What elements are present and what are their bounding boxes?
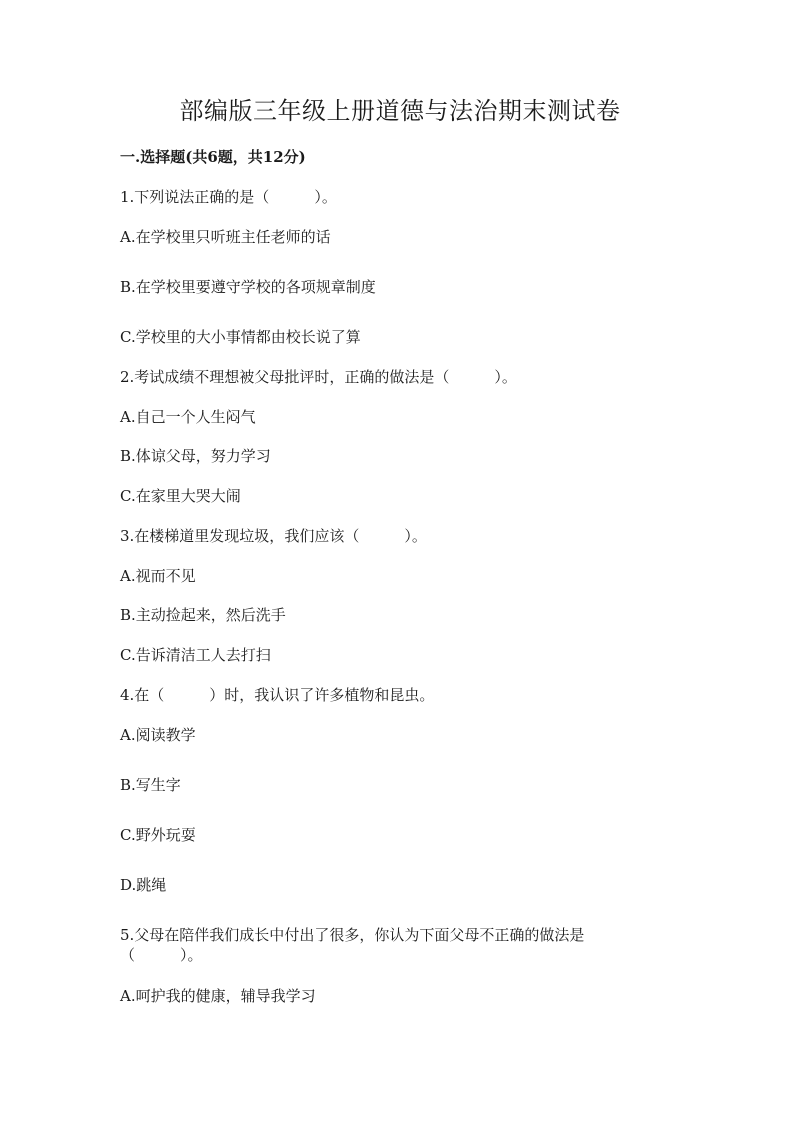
question-2-option-b: B.体谅父母，努力学习 bbox=[120, 447, 271, 465]
question-1-option-b: B.在学校里要遵守学校的各项规章制度 bbox=[120, 278, 376, 296]
question-3-option-a: A.视而不见 bbox=[120, 567, 196, 585]
question-5-option-a: A.呵护我的健康，辅导我学习 bbox=[120, 987, 316, 1005]
question-5-stem-line2: （ ）。 bbox=[120, 946, 203, 964]
question-4-option-c: C.野外玩耍 bbox=[120, 826, 196, 844]
question-3-option-c: C.告诉清洁工人去打扫 bbox=[120, 646, 271, 664]
question-4-stem: 4.在（ ）时，我认识了许多植物和昆虫。 bbox=[120, 686, 435, 704]
question-5-stem-line1: 5.父母在陪伴我们成长中付出了很多，你认为下面父母不正确的做法是 bbox=[120, 926, 585, 944]
question-1-option-a: A.在学校里只听班主任老师的话 bbox=[120, 228, 331, 246]
question-1-stem: 1.下列说法正确的是（ ）。 bbox=[120, 188, 337, 206]
question-2-option-c: C.在家里大哭大闹 bbox=[120, 487, 241, 505]
section-heading: 一.选择题(共6题，共12分) bbox=[120, 148, 306, 166]
question-4-option-d: D.跳绳 bbox=[120, 876, 167, 894]
question-4-option-b: B.写生字 bbox=[120, 776, 181, 794]
question-2-option-a: A.自己一个人生闷气 bbox=[120, 408, 256, 426]
question-4-option-a: A.阅读教学 bbox=[120, 726, 196, 744]
question-2-stem: 2.考试成绩不理想被父母批评时，正确的做法是（ ）。 bbox=[120, 368, 517, 386]
question-1-option-c: C.学校里的大小事情都由校长说了算 bbox=[120, 328, 361, 346]
page-title: 部编版三年级上册道德与法治期末测试卷 bbox=[179, 97, 621, 125]
question-3-option-b: B.主动捡起来，然后洗手 bbox=[120, 606, 286, 624]
question-3-stem: 3.在楼梯道里发现垃圾，我们应该（ ）。 bbox=[120, 527, 427, 545]
